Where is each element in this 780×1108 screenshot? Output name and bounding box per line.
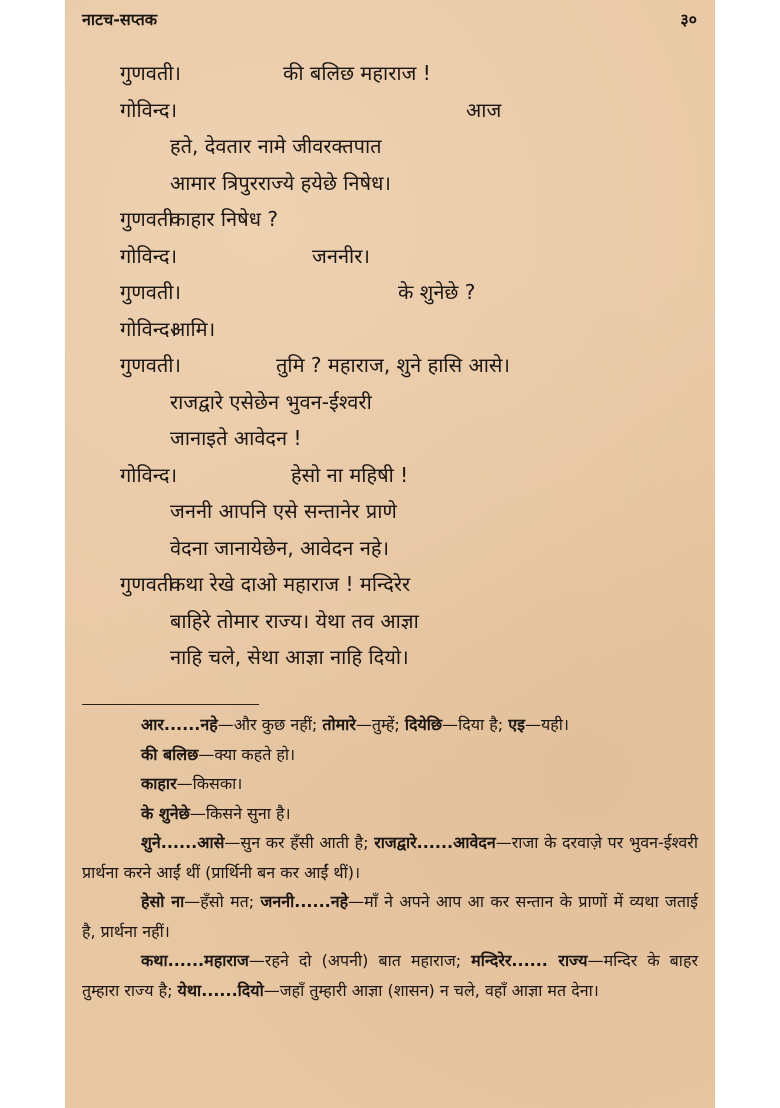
glossed-term: येथा......दियो — [177, 980, 264, 1000]
dialogue-line — [65, 457, 715, 494]
dialogue-line — [65, 274, 715, 311]
speaker-name: गुणवती। — [120, 353, 181, 377]
speech-text: आमि। — [170, 316, 216, 341]
glossed-term: मन्दिरेर...... राज्य — [471, 951, 588, 970]
speaker-name: गोविन्द। — [120, 316, 178, 341]
glossed-term: तोमारे — [322, 715, 356, 734]
glossed-term: के शुनेछे — [141, 803, 190, 823]
dialogue-line — [65, 347, 715, 384]
dialogue-line — [65, 639, 715, 676]
gloss-text: —दिया है; — [442, 715, 509, 734]
footnote-paragraph — [82, 769, 698, 799]
speaker-name: गुणवती। — [120, 207, 181, 231]
dialogue-line — [65, 420, 715, 457]
gloss-text: —यही। — [524, 715, 569, 734]
glossed-term: हेसो ना — [141, 892, 185, 911]
gloss-text: —किसका। — [176, 774, 243, 793]
speech-text: नाहि चले, सेथा आज्ञा नाहि दियो। — [170, 645, 409, 669]
footnote-paragraph — [82, 946, 698, 1005]
speaker-name: गुणवती। — [120, 572, 181, 596]
speech-text: काहार निषेध ? — [170, 207, 278, 231]
dialogue-line — [65, 128, 715, 165]
speech-text: की बलिछ महाराज ! — [283, 61, 431, 85]
book-page — [65, 0, 715, 1108]
glossed-term: जननी......नहे — [260, 892, 349, 911]
speech-text: वेदना जानायेछेन, आवेदन नहे। — [170, 535, 390, 560]
footnote-divider — [82, 704, 259, 705]
speech-text: आमार त्रिपुरराज्ये हयेछे निषेध। — [170, 170, 391, 195]
speech-text: तुमि ? महाराज, शुने हासि आसे। — [276, 353, 510, 377]
dialogue-line — [65, 566, 715, 603]
speech-text: कथा रेखे दाओ महाराज ! मन्दिरेर — [170, 572, 411, 596]
speech-text: जानाइते आवेदन ! — [170, 426, 302, 450]
gloss-text: —जहाँ तुम्हारी आज्ञा (शासन) न चले, वहाँ आज्ञा मत देना। — [263, 980, 599, 1000]
dialogue-block — [65, 55, 715, 676]
dialogue-line — [65, 311, 715, 348]
glossed-term: दियेछि — [404, 715, 443, 734]
glossed-term: काहार — [141, 774, 177, 793]
footnote-paragraph — [82, 887, 698, 946]
footnotes-block — [82, 710, 698, 1005]
speech-text: राजद्वारे एसेछेन भुवन-ईश्वरी — [170, 389, 372, 414]
gloss-text: —राजा के दरवाज़े पर भुवन-ईश्वरी प्रार्थना करने आईं थीं (प्रार्थिनी बन कर आईं थीं)। — [82, 833, 698, 882]
speech-text: जननी आपनि एसे सन्तानेर प्राणे — [170, 499, 397, 523]
speech-text: हेसो ना महिषी ! — [291, 462, 409, 487]
speech-text: आज — [466, 97, 502, 122]
dialogue-line — [65, 530, 715, 567]
glossed-term: कथा......महाराज — [141, 951, 249, 970]
glossed-term: शुने......आसे — [141, 833, 225, 852]
speech-text: के शुनेछे ? — [398, 280, 476, 304]
dialogue-line — [65, 201, 715, 238]
dialogue-line — [65, 384, 715, 421]
speaker-name: गुणवती। — [120, 280, 181, 304]
glossed-term: एइ — [508, 715, 525, 734]
gloss-text: —माँ ने अपने आप आ कर सन्तान के प्राणों में व्यथा जताई है, प्रार्थना नहीं। — [82, 892, 698, 941]
speech-text: जननीर। — [312, 243, 370, 268]
speech-text: हते, देवतार नामे जीवरक्तपात — [170, 134, 382, 158]
dialogue-line — [65, 165, 715, 202]
glossed-term: आर......नहे — [141, 715, 218, 734]
gloss-text: —मन्दिर के बाहर तुम्हारा राज्य है; — [82, 951, 698, 1000]
footnote-paragraph — [82, 799, 698, 829]
page-number: ३० — [680, 10, 697, 29]
dialogue-line — [65, 603, 715, 640]
footnote-paragraph — [82, 710, 698, 740]
dialogue-line — [65, 238, 715, 275]
glossed-term: की बलिछ — [141, 744, 199, 764]
dialogue-line — [65, 55, 715, 92]
footnote-paragraph — [82, 828, 698, 887]
gloss-text: —सुन कर हँसी आती है; — [224, 833, 375, 852]
gloss-text: —रहने दो (अपनी) बात महाराज; — [248, 951, 472, 970]
gloss-text: —किसने सुना है। — [189, 803, 291, 823]
footnote-paragraph — [82, 740, 698, 770]
speech-text: बाहिरे तोमार राज्य। येथा तव आज्ञा — [170, 608, 419, 633]
dialogue-line — [65, 493, 715, 530]
speaker-name: गुणवती। — [120, 61, 181, 85]
gloss-text: —क्या कहते हो। — [198, 744, 296, 764]
gloss-text: —तुम्हें; — [355, 715, 405, 734]
gloss-text: —और कुछ नहीं; — [217, 715, 323, 734]
glossed-term: राजद्वारे......आवेदन — [374, 833, 496, 852]
speaker-name: गोविन्द। — [120, 243, 178, 268]
dialogue-line — [65, 92, 715, 129]
running-title: नाटच-सप्तक — [82, 10, 158, 29]
gloss-text: —हँसो मत; — [184, 892, 261, 911]
speaker-name: गोविन्द। — [120, 462, 178, 487]
speaker-name: गोविन्द। — [120, 97, 178, 122]
running-head — [82, 6, 697, 32]
